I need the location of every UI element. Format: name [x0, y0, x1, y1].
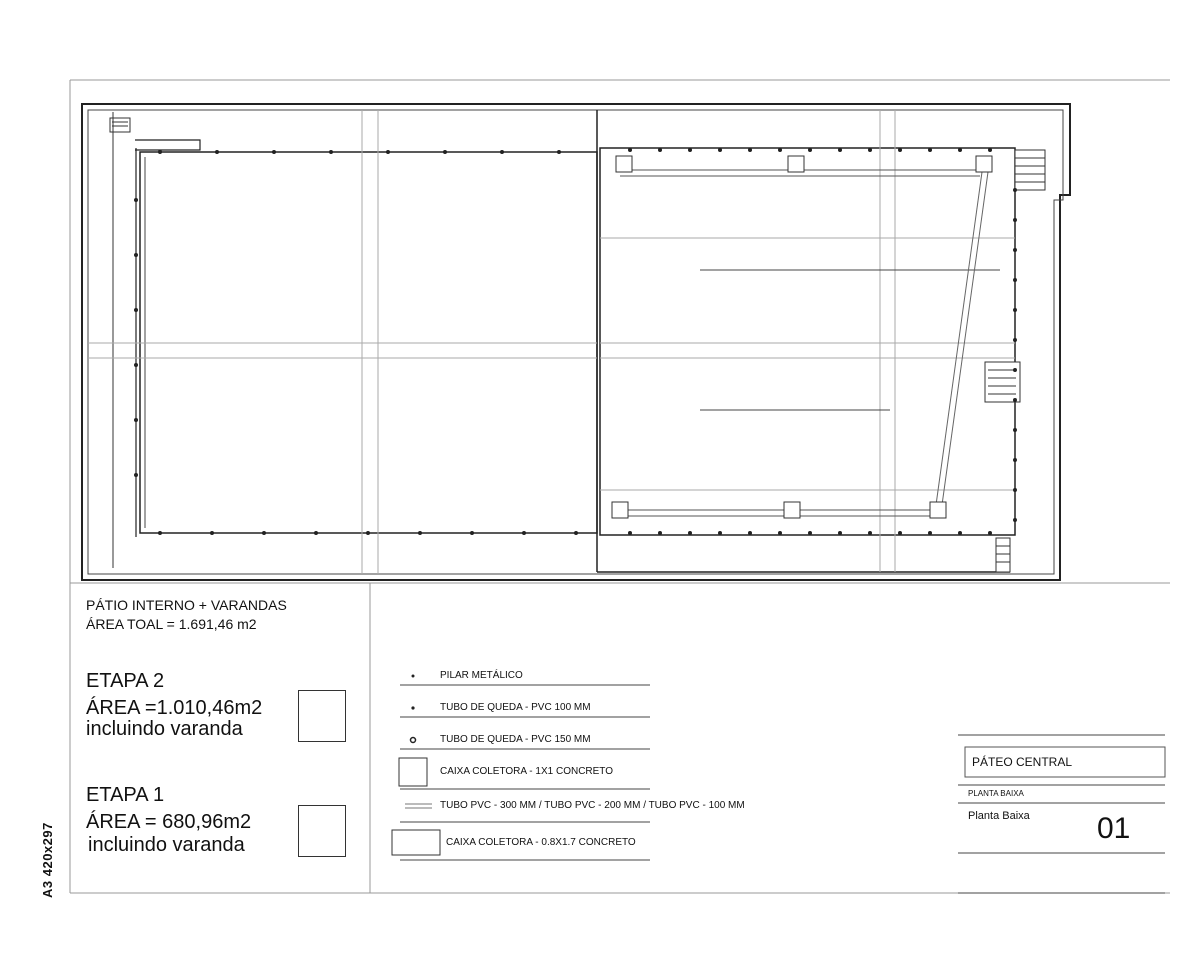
pillar-dot	[808, 531, 812, 535]
pillar-dot	[134, 253, 138, 257]
pillar-dot	[988, 148, 992, 152]
pillar-dot	[1013, 218, 1017, 222]
metal-pillars	[134, 148, 1017, 535]
pillar-dot	[778, 531, 782, 535]
legend-label-collector-08x17: CAIXA COLETORA - 0.8X1.7 CONCRETO	[446, 837, 636, 848]
legend-label-pvc-pipes: TUBO PVC - 300 MM / TUBO PVC - 200 MM / TUBO PVC - 100 MM	[440, 800, 745, 811]
pillar-dot	[329, 150, 333, 154]
stage2-courtyard	[600, 110, 1045, 572]
pillar-dot	[366, 531, 370, 535]
pillar-dot	[658, 531, 662, 535]
pillar-dot	[500, 150, 504, 154]
title-block-sheet-number: 01	[1097, 812, 1131, 845]
stage2-swatch	[298, 690, 346, 742]
pillar-dot	[262, 531, 266, 535]
pillar-dot	[574, 531, 578, 535]
title-block-subtitle: Planta Baixa	[968, 810, 1030, 822]
pillar-dot	[838, 148, 842, 152]
pillar-dot	[1013, 308, 1017, 312]
pillar-dot	[898, 531, 902, 535]
pillar-dot	[1013, 488, 1017, 492]
pillar-dot	[522, 531, 526, 535]
stage1-swatch	[298, 805, 346, 857]
pillar-dot	[134, 308, 138, 312]
pillar-dot	[557, 150, 561, 154]
pillar-dot	[958, 531, 962, 535]
pillar-dot	[748, 148, 752, 152]
stage1-title: ETAPA 1	[86, 784, 165, 806]
stage1-note: incluindo varanda	[88, 834, 245, 856]
pillar-dot	[386, 150, 390, 154]
pillar-dot	[210, 531, 214, 535]
pillar-dot	[1013, 278, 1017, 282]
pillar-dot	[1013, 188, 1017, 192]
title-block-project: PÁTEO CENTRAL	[972, 755, 1073, 769]
pillar-dot	[158, 531, 162, 535]
building-outline	[82, 104, 1070, 580]
pillar-dot	[1013, 368, 1017, 372]
pillar-dot	[443, 150, 447, 154]
stage2-area: ÁREA =1.010,46m2	[86, 697, 263, 719]
pillar-dot	[658, 148, 662, 152]
stage1-area: ÁREA = 680,96m2	[86, 811, 252, 833]
pillar-dot	[418, 531, 422, 535]
pillar-dot	[928, 531, 932, 535]
pillar-dot	[134, 473, 138, 477]
pillar-dot	[1013, 398, 1017, 402]
stage2-note: incluindo varanda	[86, 718, 243, 740]
legend-label-metal-pillar: PILAR METÁLICO	[440, 670, 523, 681]
legend-label-downpipe-150: TUBO DE QUEDA - PVC 150 MM	[440, 734, 591, 745]
stage1-courtyard	[88, 110, 597, 574]
floor-plan	[82, 104, 1070, 580]
pillar-dot	[718, 531, 722, 535]
legend-label-downpipe-100: TUBO DE QUEDA - PVC 100 MM	[440, 702, 591, 713]
area-heading-line2: ÁREA TOAL = 1.691,46 m2	[86, 616, 257, 632]
legend-label-collector-1x1: CAIXA COLETORA - 1X1 CONCRETO	[440, 766, 614, 777]
pillar-dot	[808, 148, 812, 152]
pillar-dot	[1013, 248, 1017, 252]
pillar-dot	[470, 531, 474, 535]
sheet-size-code: A3 420x297	[40, 822, 55, 898]
pillar-dot	[868, 531, 872, 535]
sheet-frame	[70, 80, 1170, 893]
pillar-dot	[748, 531, 752, 535]
pillar-dot	[134, 198, 138, 202]
pillar-dot	[215, 150, 219, 154]
area-heading-line1: PÁTIO INTERNO + VARANDAS	[86, 597, 287, 613]
pillar-dot	[688, 531, 692, 535]
pillar-dot	[134, 418, 138, 422]
pillar-dot	[1013, 338, 1017, 342]
pillar-dot	[898, 148, 902, 152]
stage2-title: ETAPA 2	[86, 670, 165, 692]
pillar-dot	[778, 148, 782, 152]
pillar-dot	[158, 150, 162, 154]
pillar-dot	[1013, 428, 1017, 432]
pillar-dot	[988, 531, 992, 535]
title-block-discipline: PLANTA BAIXA	[968, 789, 1024, 798]
pillar-dot	[688, 148, 692, 152]
pillar-dot	[1013, 518, 1017, 522]
pillar-dot	[628, 148, 632, 152]
pillar-dot	[718, 148, 722, 152]
pillar-dot	[314, 531, 318, 535]
pillar-dot	[628, 531, 632, 535]
pillar-dot	[928, 148, 932, 152]
pillar-dot	[838, 531, 842, 535]
pillar-dot	[134, 363, 138, 367]
pillar-dot	[868, 148, 872, 152]
pillar-dot	[272, 150, 276, 154]
pillar-dot	[1013, 458, 1017, 462]
pillar-dot	[958, 148, 962, 152]
